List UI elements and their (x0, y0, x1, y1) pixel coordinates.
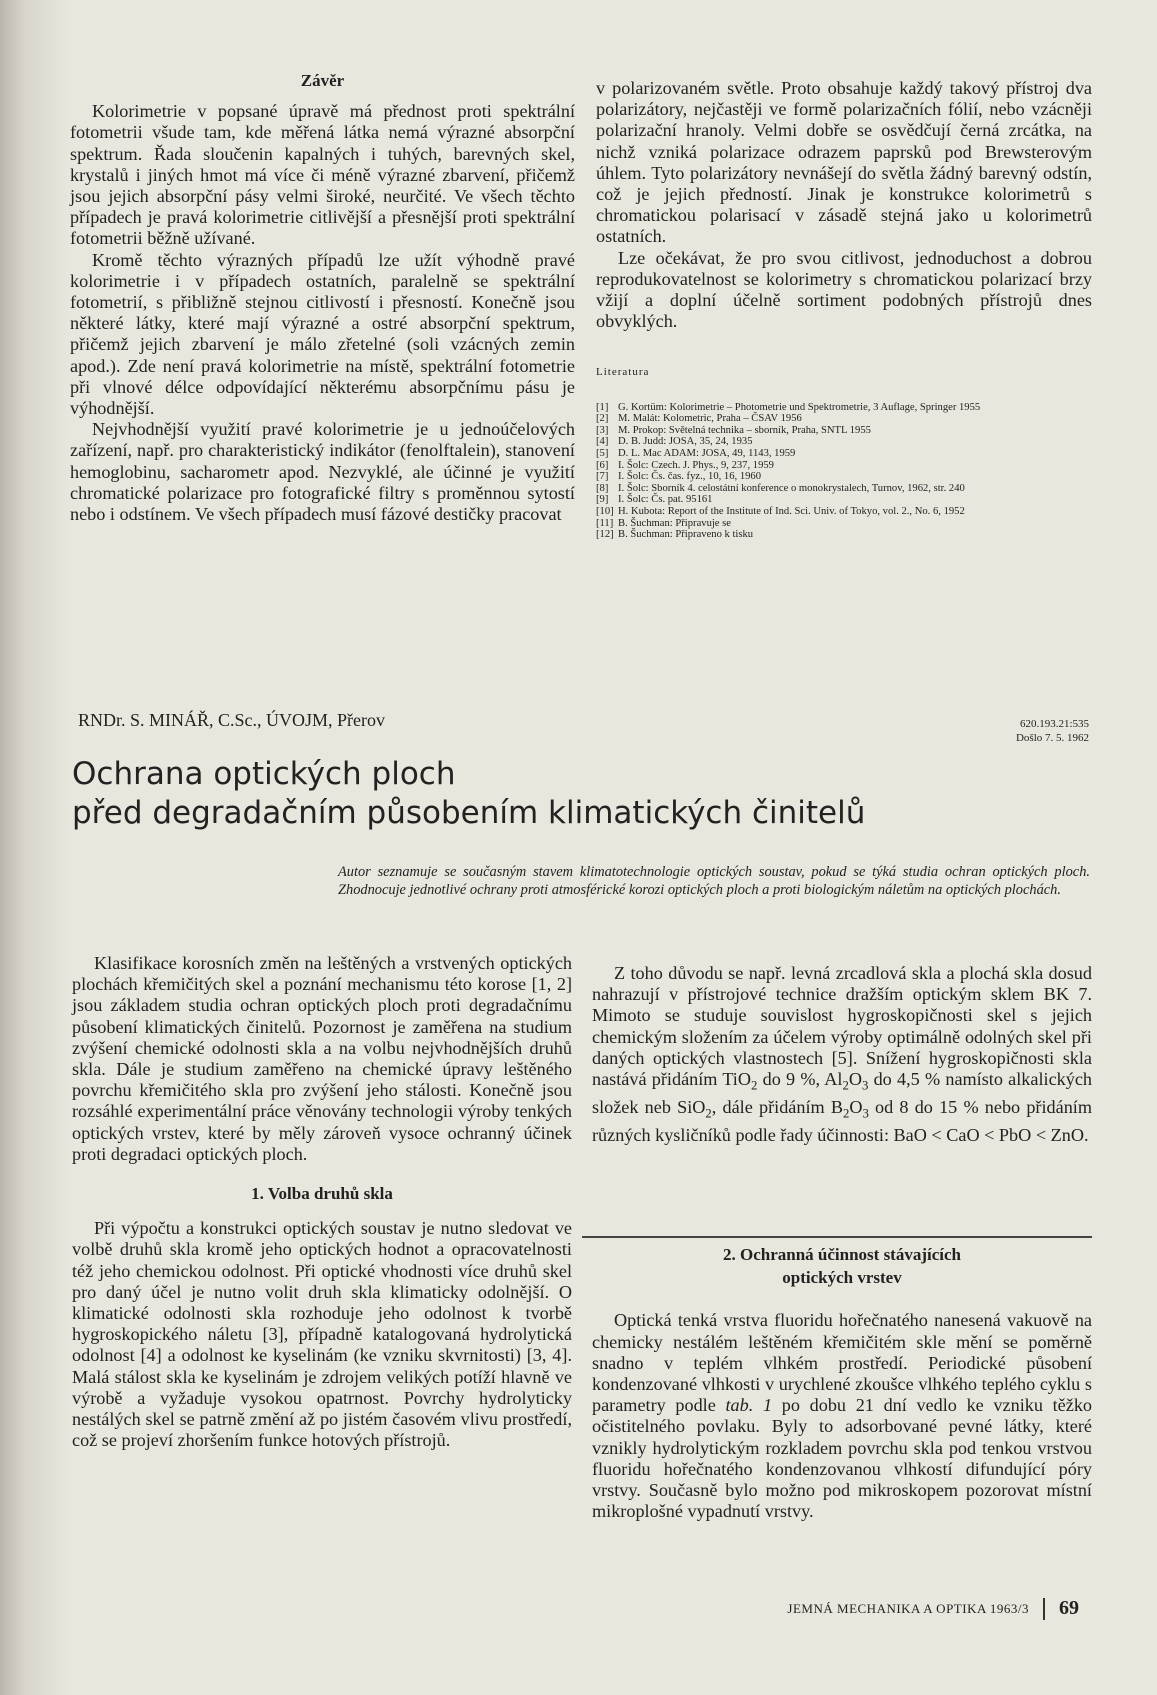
reference-number: [3] (596, 424, 609, 436)
glass-composition-paragraph (592, 963, 1092, 1146)
article-title-line-2: před degradačním působením klimatických činitelů (72, 795, 866, 831)
section-2-heading-line-2: optických vrstev (782, 1268, 902, 1288)
reference-number: [12] (596, 529, 614, 541)
article-left-column (72, 953, 572, 1451)
subscript: 3 (861, 1078, 869, 1093)
reference-item (596, 483, 1092, 495)
closing-paragraph: Lze očekávat, že pro svou citlivost, jednoduchost a dobrou reprodukovatelnost se kolorimetry s chromatickou polarizací brzy vžijí a doplní účelně sortiment podobných přístrojů dnes obvyklých. (596, 247, 1092, 332)
reference-item (596, 518, 1092, 530)
reference-number: [2] (596, 413, 609, 425)
article-right-column (592, 963, 1092, 1146)
subscript: 2 (751, 1078, 758, 1093)
reference-item (596, 413, 1092, 425)
continuation-paragraph: v polarizovaném světle. Proto obsahuje každý takový přístroj dva polarizátory, nejčastěji ve formě polarizačních fólií, nebo vzácněji polarizační hranoly. Velmi dobře se osvědčují černá zrcátka, na nichž vzniká polarizace odrazem paprsků pod Brewsterovým úhlem. Tyto polarizátory nevnášejí do světla žádný barevný odstín, což je jejich předností. Jinak je konstrukce kolorimetrů s chromatickou polarisací v zásadě stejná jako u kolorimetrů ostatních. (596, 78, 1092, 247)
page-footer (787, 1597, 1079, 1620)
section-1-heading: 1. Volba druhů skla (251, 1184, 393, 1204)
article-abstract: Autor seznamuje se současným stavem klimatotechnologie optických soustav, pokud se týká studia ochran optických ploch. Zhodnocuje jednotlivé ochrany proti atmosférické korozi optických ploch a proti biologickým náletům na optických plochách. (338, 864, 1090, 898)
section-2-heading-line-1: 2. Ochranná účinnost stávajících (722, 1245, 962, 1264)
reference-item (596, 448, 1092, 460)
reference-text: D. B. Judd: JOSA, 35, 24, 1935 (618, 436, 753, 448)
conclusion-paragraph-2: Kromě těchto výrazných případů lze užít výhodně pravé kolorimetrie i v případech ostatních, paralelně se spektrální fotometrií, s přibližně stejnou citlivostí i přesností. Konečně jsou některé látky, které mají výrazné a ostré absorpční spektrum, přičemž jejich zbarvení je málo zřetelné (soli vzácných zemin apod.). Zde není pravá kolorimetrie na místě, spektrální fotometrie při vlnové délce odpovídající některému absorpčnímu pásu je výhodnější. (70, 249, 575, 419)
section-1-paragraph: Při výpočtu a konstrukci optických soustav je nutno sledovat ve volbě druhů skla kromě jeho optických hodnot a opracovatelnosti též jeho chemickou odolnost. Při optické vhodnosti více druhů skel pro daný účel je nutno volit druh skla klimaticky odolnější. O klimatické odolnosti skla rozhoduje jeho odolnost k tvorbě hygroskopického náletu [3], případně katalogovaná hydrolytická odolnost [4] a odolnost ke kyselinám (ke vzniku skvrnitosti) [3, 4]. Malá stálost skla ke kyselinám je zdrojem velikých potíží hlavně ve výrobě a vyžaduje vysokou opatrnost. Povrchy hydrolyticky nestálých skel se patrně změní až po jistém časovém vlivu prostředí, což se projeví zhoršením funkce hotových přístrojů. (72, 1218, 572, 1451)
reference-text: I. Šolc: Čs. čas. fyz., 10, 16, 1960 (618, 471, 762, 483)
reference-number: [1] (596, 401, 609, 413)
reference-number: [4] (596, 436, 609, 448)
reference-text: I. Šolc: Čs. pat. 95161 (618, 494, 713, 506)
conclusion-heading: Závěr (300, 71, 345, 90)
reference-item (596, 460, 1092, 472)
text-run: , dále přidáním B (711, 1096, 843, 1117)
subscript: 3 (862, 1106, 869, 1121)
conclusion-paragraph-3: Nejvhodnější využití pravé kolorimetrie je u jednoúčelových zařízení, např. pro charakteristický indikátor (fenolftalein), stanovení hemoglobinu, sacharometr apod. Nezvyklé, ale účinné je využití chromatické polarizace pro fotografické filtry s proměnnou sytostí nebo i odstínem. Ve všech případech musí fázové destičky pracovat (70, 419, 575, 525)
section-2 (592, 1244, 1092, 1522)
intro-paragraph: Klasifikace korosních změn na leštěných a vrstvených optických plochách křemičitých skel a poznání mechanismu této korose [1, 2] jsou základem studia ochran optických ploch proti degradačnímu působení klimatických činitelů. Pozornost je zaměřena na studium zvýšení chemické odolnosti skla a na volbu nejvhodnějších druhů skla. Dále je studium zaměřeno na chemické úpravy leštěného povrchu křemičitého skla pro zvýšení jeho stálosti. Konečně jsou rozsáhlé experimentální práce věnovány technologii výroby tenkých optických vrstev, které by měly zároveň vysoce ochranný účinek proti degradaci optických ploch. (72, 953, 572, 1164)
reference-item (596, 436, 1092, 448)
article-title-line-1: Ochrana optických ploch (72, 756, 456, 792)
text-run: od 8 do 15 % nebo přidáním různých kysličníků podle řady účinnosti: BaO < CaO < PbO < ZnO. (592, 1096, 1093, 1145)
subscript: 2 (705, 1106, 712, 1121)
reference-number: [9] (596, 494, 609, 506)
journal-name: JEMNÁ MECHANIKA A OPTIKA 1963/3 (787, 1600, 1029, 1616)
subscript: 2 (842, 1106, 850, 1121)
reference-item (596, 529, 1092, 541)
footer-divider (1043, 1598, 1045, 1620)
reference-number: [10] (596, 505, 614, 517)
reference-text: G. Kortüm: Kolorimetrie – Photometrie und Spektrometrie, 3 Auflage, Springer 1955 (618, 401, 981, 413)
text-run: Z toho důvodu se např. levná zrcadlová skla a plochá skla dosud nahrazují v přístrojové technice dražším optickým sklem BK 7. Mimoto se studuje souvislost hygroskopičnosti skel s jejich chemickým složením za účelem výroby optimálně odolných skel při daných optických vlastnostech [5]. Snížení hygroskopičnosti skla nastává přidáním TiO (592, 963, 1092, 1090)
reference-text: B. Šuchman: Připraveno k tisku (618, 529, 754, 541)
reference-list (596, 402, 1092, 541)
previous-article-right-column (596, 78, 1092, 541)
text-run: do 9 %, Al (757, 1069, 843, 1090)
reference-text: D. L. Mac ADAM: JOSA, 49, 1143, 1959 (618, 448, 796, 460)
conclusion-paragraph-1: Kolorimetrie v popsané úpravě má přednost proti spektrální fotometrii všude tam, kde měřená látka nemá výrazné absorpční spektrum. Řada sloučenin kapalných i tuhých, barevných skel, krystalů i jiných hmot má více či méně výrazné zbarvení, přičemž jsou jejich absorpční pásy velmi široké, neurčité. Ve všech těchto případech je pravá kolorimetrie citlivější a přesnější proti spektrální fotometrii běžně užívané. (70, 101, 575, 249)
reference-item (596, 471, 1092, 483)
conclusion-column (70, 70, 575, 525)
reference-text: I. Šolc: Sborník 4. celostátní konference o monokrystalech, Turnov, 1962, str. 240 (618, 482, 965, 494)
page-number: 69 (1059, 1597, 1079, 1619)
text-run: po dobu 21 dní vedlo ke vzniku těžko očistitelného povlaku. Byly to adsorbované pevné látky, které vznikly hydrolytickým rozkladem povrchu skla pod tenkou vrstvou fluoridu hořečnatého kondenzovanou vlhkostí difundující póry vrstvy. Současně bylo možno pod mikroskopem pozorovat místní mikroplošné vypadnutí vrstvy. (592, 1395, 1093, 1522)
reference-number: [11] (596, 517, 614, 529)
literature-heading: Literatura (596, 366, 650, 379)
udc-code: 620.193.21:535 (1019, 718, 1089, 730)
reference-item (596, 506, 1092, 518)
subscript: 2 (842, 1078, 849, 1093)
received-date: Došlo 7. 5. 1962 (1015, 732, 1089, 744)
reference-text: I. Šolc: Czech. J. Phys., 9, 237, 1959 (618, 459, 774, 471)
table-reference: tab. 1 (725, 1395, 773, 1416)
binding-shadow (0, 0, 70, 1695)
text-run: O (849, 1096, 863, 1117)
reference-text: M. Malát: Kolometric, Praha – ČSAV 1956 (618, 413, 802, 425)
text-run: O (848, 1069, 862, 1090)
reference-text: H. Kubota: Report of the Institute of Ind. Sci. Univ. of Tokyo, vol. 2., No. 6, 1952 (618, 505, 965, 517)
section-2-paragraph (592, 1310, 1092, 1522)
reference-item (596, 494, 1092, 506)
reference-text: B. Šuchman: Připravuje se (618, 517, 731, 529)
reference-text: M. Prokop: Světelná technika – sborník, Praha, SNTL 1955 (618, 424, 871, 436)
text-run: do 4,5 % namísto alkalických složek neb SiO (592, 1069, 1092, 1117)
reference-number: [7] (596, 471, 609, 483)
article-author: RNDr. S. MINÁŘ, C.Sc., ÚVOJM, Přerov (78, 710, 386, 730)
reference-item (596, 425, 1092, 437)
reference-item (596, 402, 1092, 414)
reference-number: [6] (596, 459, 609, 471)
reference-number: [8] (596, 482, 609, 494)
text-run: Optická tenká vrstva fluoridu hořečnatého nanesená vakuově na chemicky nestálém leštěném křemičitém skle mění se poměrně snadno v teplém vlhkém prostředí. Periodické působení kondenzované vlhkosti v urychlené zkoušce vlhkého teplého cyklu s parametry podle (592, 1310, 1092, 1416)
article-title (72, 755, 865, 833)
section-divider (582, 1236, 1092, 1238)
reference-number: [5] (596, 448, 609, 460)
article-classification (1016, 717, 1089, 745)
